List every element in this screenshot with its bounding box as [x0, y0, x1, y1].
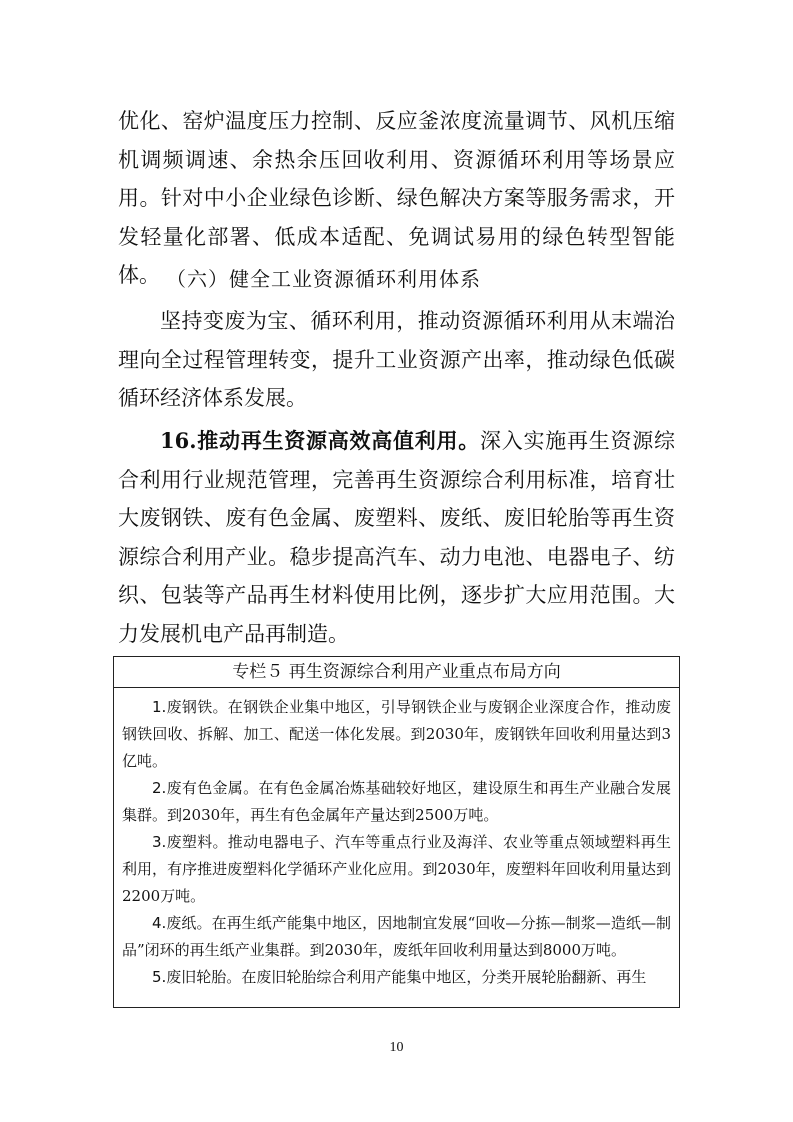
body-paragraph: 坚持变废为宝、循环利用，推动资源循环利用从末端治理向全过程管理转变，提升工业资源产出率，推动绿色低碳循环经济体系发展。	[118, 309, 675, 410]
box-item-lead: 4.废纸。	[152, 914, 212, 932]
box-item-text: 推动电器电子、汽车等重点行业及海洋、农业等重点领域塑料再生利用，有序推进废塑料化学循环产业化应用。到2030年，废塑料年回收利用量达到2200万吨。	[122, 833, 671, 905]
box-item	[122, 694, 671, 775]
box-item-text: 在钢铁企业集中地区，引导钢铁企业与废钢企业深度合作，推动废钢铁回收、拆解、加工、配送一体化发展。到2030年，废钢铁年回收利用量达到3亿吨。	[122, 698, 671, 770]
body-paragraph: 优化、窑炉温度压力控制、反应釜浓度流量调节、风机压缩机调频调速、余热余压回收利用、资源循环利用等场景应用。针对中小企业绿色诊断、绿色解决方案等服务需求，开发轻量化部署、低成本适配、免调试易用的绿色转型智能体。	[118, 109, 675, 287]
box-item	[122, 829, 671, 910]
box-item-lead: 3.废塑料。	[152, 833, 228, 851]
section-heading: （六）健全工业资源循环利用体系	[166, 267, 481, 291]
page-number: 10	[389, 1040, 404, 1055]
box-item	[122, 964, 671, 991]
box-item-text: 在废旧轮胎综合利用产能集中地区，分类开展轮胎翻新、再生	[241, 968, 647, 986]
box-body	[114, 688, 679, 991]
body-paragraph	[118, 422, 675, 653]
sidebar-box	[113, 656, 680, 1008]
paragraph-lead: 16.推动再生资源高效高值利用。	[160, 428, 481, 453]
box-item-text: 在再生纸产能集中地区，因地制宜发展“回收—分拣—制浆—造纸—制品”闭环的再生纸产业集群。到2030年，废纸年回收利用量达到8000万吨。	[122, 914, 672, 959]
box-item-text: 在有色金属冶炼基础较好地区，建设原生和再生产业融合发展集群。到2030年，再生有色金属年产量达到2500万吨。	[122, 779, 671, 824]
box-item	[122, 775, 671, 829]
paragraph-text: 深入实施再生资源综合利用行业规范管理，完善再生资源综合利用标准，培育壮大废钢铁、废有色金属、废塑料、废纸、废旧轮胎等再生资源综合利用产业。稳步提高汽车、动力电池、电器电子、纺织、包装等产品再生材料使用比例，逐步扩大应用范围。大力发展机电产品再制造。	[118, 429, 675, 646]
box-title: 专栏５ 再生资源综合利用产业重点布局方向	[114, 657, 679, 688]
box-item-lead: 5.废旧轮胎。	[152, 968, 242, 986]
box-item	[122, 910, 671, 964]
box-item-lead: 1.废钢铁。	[152, 698, 228, 716]
box-item-lead: 2.废有色金属。	[152, 779, 259, 797]
